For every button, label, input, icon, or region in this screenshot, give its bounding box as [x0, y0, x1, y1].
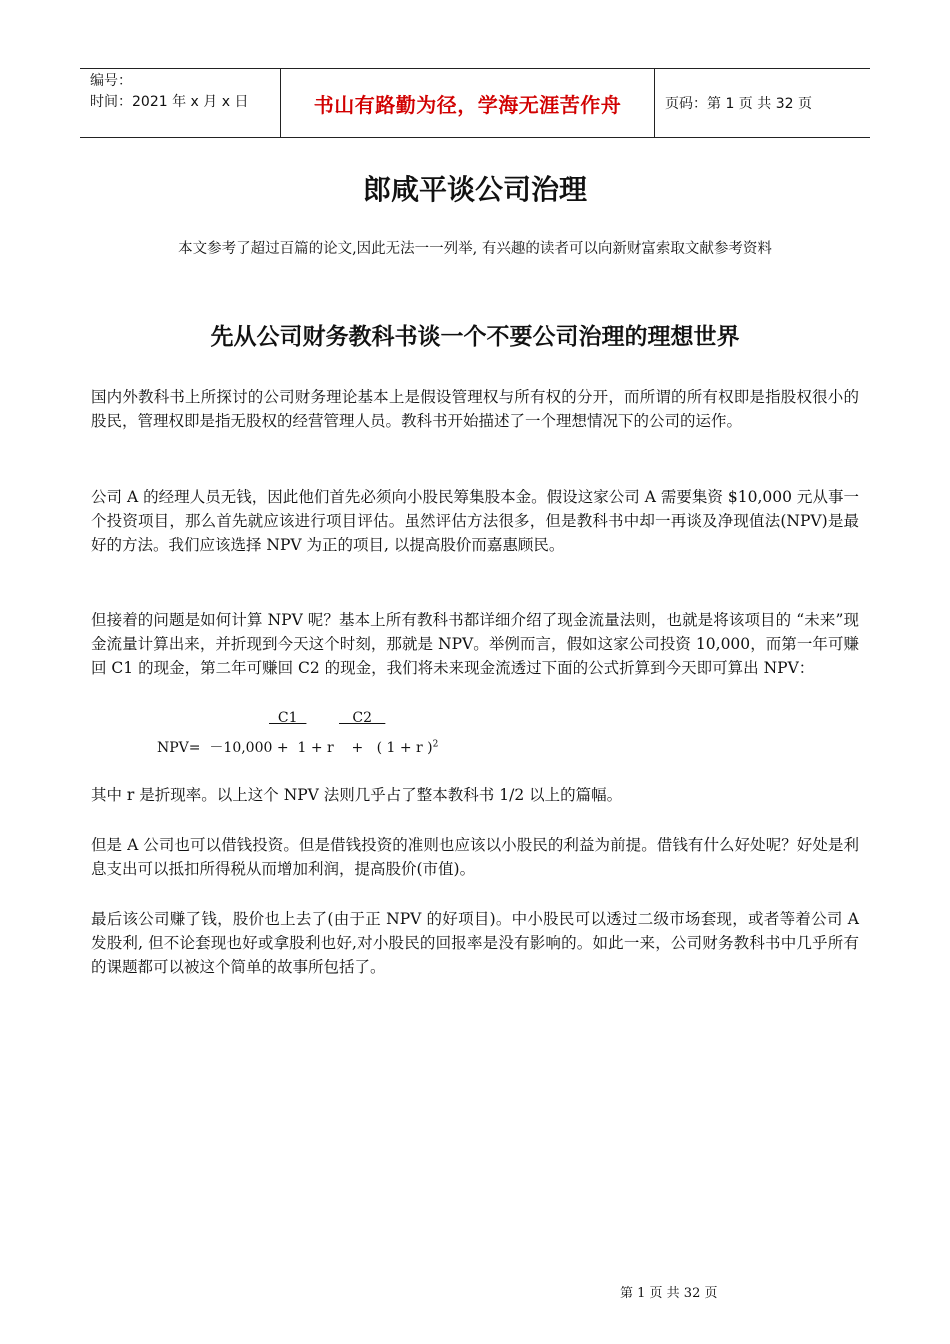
- paragraph: 但接着的问题是如何计算 NPV 呢？基本上所有教科书都详细介绍了现金流量法则，也就是将该项目的 “未来”现金流量计算出来，并折现到今天这个时刻，那就是 NPV。举例而言，假如这家公司投资 10,000，而第一年可赚回 C1 的现金，第二年可赚回 C2 的现金，我们将未来现金流透过下面的公式折算到今天即可算出 NPV：: [91, 611, 859, 677]
- header-motto: 书山有路勤为径，学海无涯苦作舟: [313, 92, 622, 117]
- header-meta: [80, 69, 281, 137]
- formula-exponent: 2: [432, 739, 439, 750]
- formula-numerator-c1: C1: [269, 710, 307, 726]
- header-page-info: 页码：第 1 页 共 32 页: [665, 96, 812, 112]
- formula-main-line: [157, 737, 438, 757]
- formula-numerator-c2: C2: [339, 710, 386, 726]
- page-footer: 第 1 页 共 32 页: [620, 1286, 718, 1301]
- header-date: 时间：2021 年 x 月 x 日: [90, 94, 249, 110]
- document-title: 郎咸平谈公司治理: [362, 173, 587, 206]
- npv-formula: [157, 710, 477, 760]
- document-subtitle: 本文参考了超过百篇的论文,因此无法一一列举, 有兴趣的读者可以向新财富索取文献参考资料: [178, 241, 772, 257]
- paragraph: 公司 A 的经理人员无钱，因此他们首先必须向小股民筹集股本金。假设这家公司 A 需要集资 $10,000 元从事一个投资项目，那么首先就应该进行项目评估。虽然评估方法很多，但是教科书中却一再谈及净现值法(NPV)是最好的方法。我们应该选择 NPV 为正的项目, 以提高股价而嘉惠顾民。: [91, 488, 859, 554]
- document-header: [80, 68, 870, 138]
- paragraph: 其中 r 是折现率。以上这个 NPV 法则几乎占了整本教科书 1/2 以上的篇幅。: [91, 786, 623, 804]
- paragraph: 最后该公司赚了钱，股价也上去了(由于正 NPV 的好项目)。中小股民可以透过二级市场套现，或者等着公司 A 发股利, 但不论套现也好或拿股利也好,对小股民的回报率是没有影响的。如此一来，公司财务教科书中几乎所有的课题都可以被这个简单的故事所包括了。: [91, 910, 859, 976]
- header-motto-cell: [281, 69, 655, 137]
- formula-expression: NPV= －10,000 + 1 + r + ( 1 + r ): [157, 740, 433, 756]
- paragraph: 国内外教科书上所探讨的公司财务理论基本上是假设管理权与所有权的分开，而所谓的所有权即是指股权很小的股民，管理权即是指无股权的经营管理人员。教科书开始描述了一个理想情况下的公司的运作。: [91, 388, 859, 430]
- section-heading: 先从公司财务教科书谈一个不要公司治理的理想世界: [210, 323, 740, 350]
- header-number-label: 编号：: [90, 73, 132, 89]
- paragraph: 但是 A 公司也可以借钱投资。但是借钱投资的准则也应该以小股民的利益为前提。借钱有什么好处呢？好处是利息支出可以抵扣所得税从而增加利润，提高股价(市值)。: [91, 836, 859, 878]
